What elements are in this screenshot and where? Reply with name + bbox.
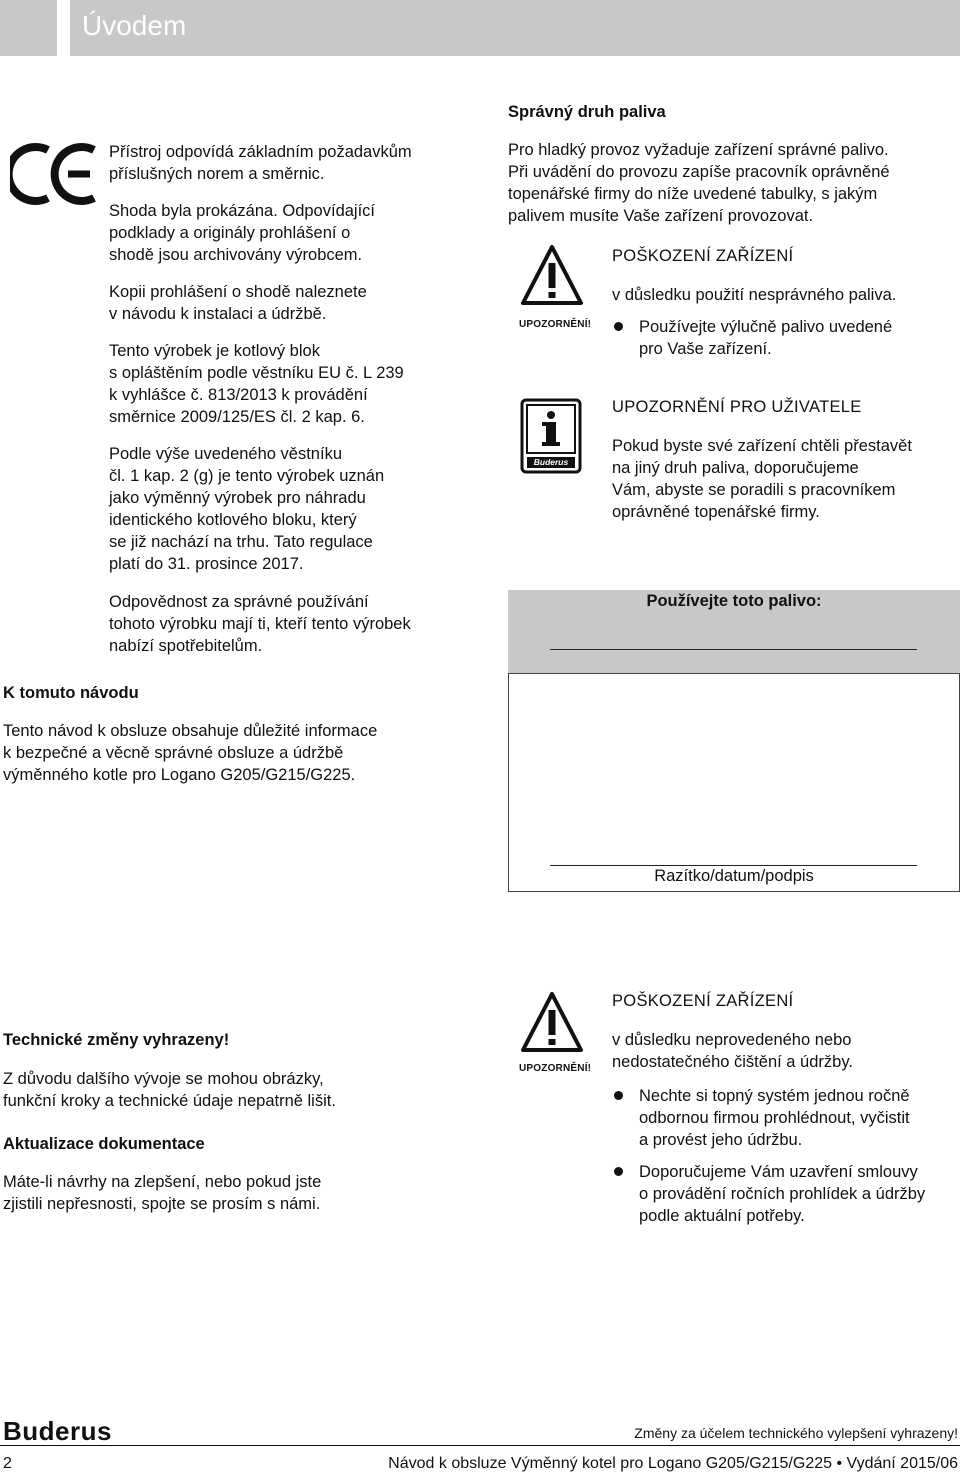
info-text: Pokud byste své zařízení chtěli přestavět na jiný druh paliva, doporučujeme Vám, abyste se poradili s pracovníkem oprávněné topenářské firmy. <box>612 437 912 521</box>
page-title: Úvodem <box>82 10 187 41</box>
fuel-form-heading: Používejte toto palivo: <box>646 592 822 610</box>
fuel-entry-line[interactable] <box>550 649 917 650</box>
bullet-icon <box>614 1091 623 1100</box>
warning-title: POŠKOZENÍ ZAŘÍZENÍ <box>612 247 794 265</box>
docs-heading: Aktualizace dokumentace <box>3 1135 205 1153</box>
ce-mark-icon <box>10 142 98 211</box>
warning-label: UPOZORNĚNÍ! <box>519 1063 592 1074</box>
warning-bullet: Doporučujeme Vám uzavření smlouvy o provádění ročních prohlídek a údržby podle aktuální potřeby. <box>639 1163 926 1225</box>
changes-text: Z důvodu dalšího vývoje se mohou obrázky, funkční kroky a technické údaje nepatrně lišit. <box>3 1070 336 1110</box>
fuel-text: Pro hladký provoz vyžaduje zařízení správné palivo. Při uvádění do provozu zapíše pracovník oprávněné topenářské firmy do níže uvedené tabulky, s jakým palivem musíte Vaše zařízení provozovat. <box>508 141 890 225</box>
footer-note: Změny za účelem technického vylepšení vyhrazeny! <box>634 1425 958 1441</box>
warning-bullet: Používejte výlučně palivo uvedené pro Vaše zařízení. <box>639 318 893 358</box>
about-heading: K tomuto návodu <box>3 684 139 702</box>
ce-paragraph-1: Přístroj odpovídá základním požadavkům příslušných norem a směrnic. <box>109 143 412 183</box>
docs-text: Máte-li návrhy na zlepšení, nebo pokud jste zjistili nepřesnosti, spojte se prosím s námi. <box>3 1173 322 1213</box>
buderus-logo: Buderus <box>3 1416 112 1446</box>
warning-text: v důsledku použití nesprávného paliva. <box>612 286 897 304</box>
changes-heading: Technické změny vyhrazeny! <box>3 1031 230 1049</box>
warning-bullet: Nechte si topný systém jednou ročně odbornou firmou prohlédnout, vyčistit a provést jeho údržbu. <box>639 1087 910 1149</box>
stamp-label: Razítko/datum/podpis <box>654 867 814 885</box>
header-bar <box>70 0 960 56</box>
fuel-heading: Správný druh paliva <box>508 103 666 121</box>
bullet-icon <box>614 322 623 331</box>
ce-paragraph-5: Podle výše uvedeného věstníku čl. 1 kap. 2 (g) je tento výrobek uznán jako výměnný výrobek pro náhradu identického kotlového bloku, který se již nachází na trhu. Tato regulace platí do 31. prosince 2017. <box>109 445 385 573</box>
warning-text: v důsledku neprovedeného nebo nedostatečného čištění a údržby. <box>612 1031 853 1071</box>
stamp-line[interactable] <box>550 865 917 866</box>
info-title: UPOZORNĚNÍ PRO UŽIVATELE <box>612 398 862 416</box>
ce-paragraph-2: Shoda byla prokázána. Odpovídající podklady a originály prohlášení o shodě jsou archivovány výrobcem. <box>109 202 376 264</box>
warning-triangle-icon <box>520 243 584 312</box>
info-brand: Buderus <box>533 457 569 467</box>
header-block <box>0 0 57 56</box>
warning-triangle-icon <box>520 990 584 1059</box>
ce-paragraph-6: Odpovědnost za správné používání tohoto výrobku mají ti, kteří tento výrobek nabízí spotřebitelům. <box>109 593 411 655</box>
footer-divider <box>0 1445 960 1446</box>
footer-doc-title: Návod k obsluze Výměnný kotel pro Logano G205/G215/G225 • Vydání 2015/06 <box>388 1455 958 1472</box>
ce-paragraph-4: Tento výrobek je kotlový blok s opláštěním podle věstníku EU č. L 239 k vyhlášce č. 813/2013 k provádění směrnice 2009/125/ES čl. 2 kap. 6. <box>109 342 404 426</box>
info-icon <box>520 398 582 479</box>
about-text: Tento návod k obsluze obsahuje důležité informace k bezpečné a věcně správné obsluze a údržbě výměnného kotle pro Logano G205/G215/G225. <box>3 722 378 784</box>
warning-label: UPOZORNĚNÍ! <box>519 319 592 330</box>
page-number: 2 <box>3 1455 12 1472</box>
bullet-icon <box>614 1167 623 1176</box>
warning-title: POŠKOZENÍ ZAŘÍZENÍ <box>612 992 794 1010</box>
ce-paragraph-3: Kopii prohlášení o shodě naleznete v návodu k instalaci a údržbě. <box>109 283 367 323</box>
